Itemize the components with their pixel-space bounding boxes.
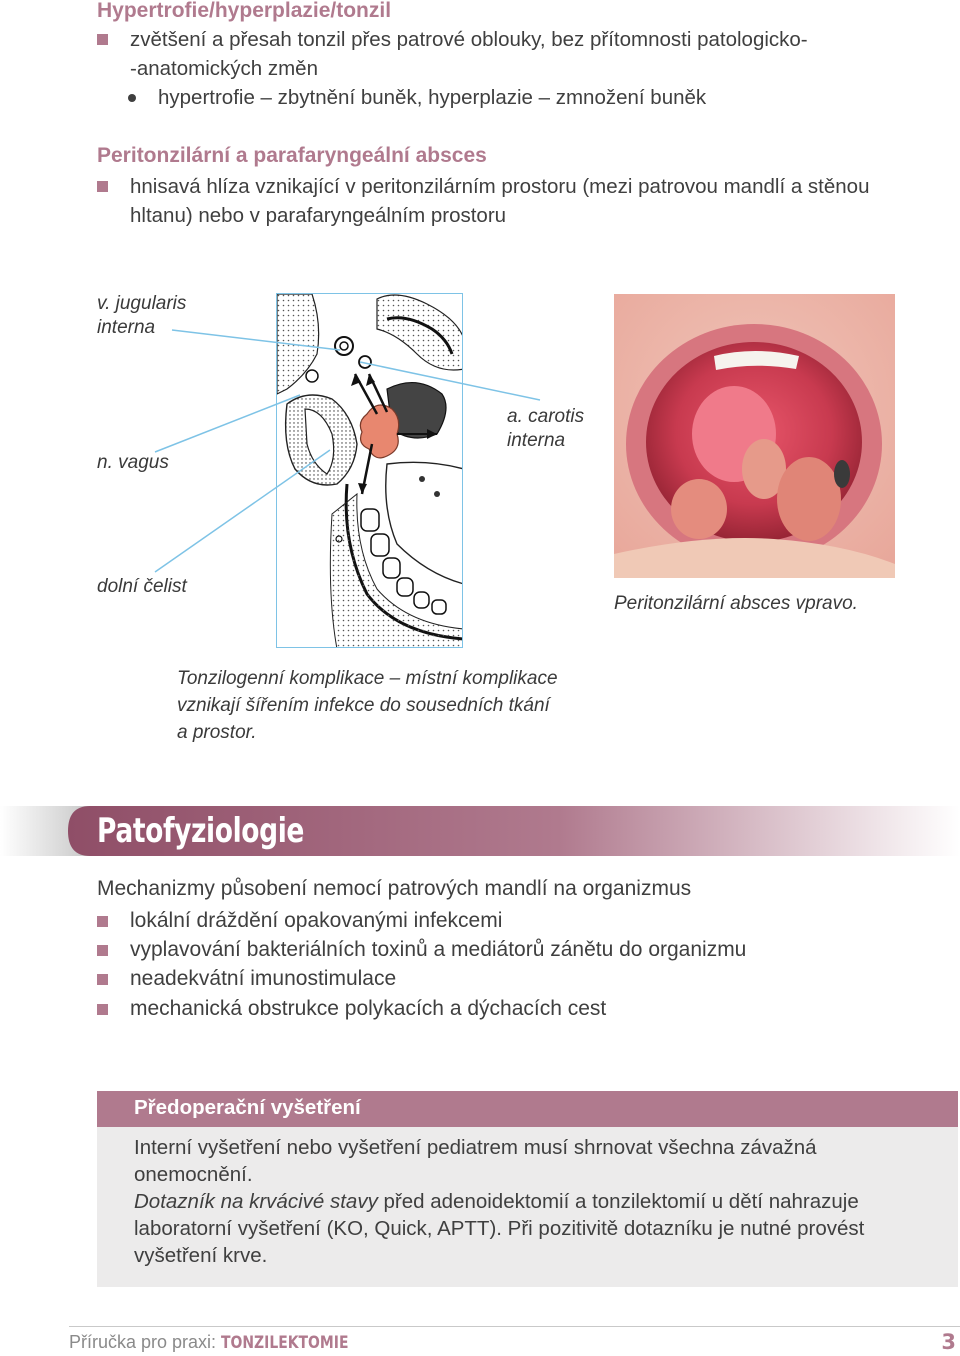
label-jugularis-line2: interna <box>97 317 156 338</box>
figure-caption-line3: a prostor. <box>177 722 257 743</box>
footer-book-title: TONZILEKTOMIE <box>221 1333 349 1353</box>
predoperacni-para1-line1: Interní vyšetření nebo vyšetření pediatrem musí shrnovat všechna závažná <box>134 1136 817 1159</box>
mouth-photo-drawing <box>614 294 895 578</box>
photo-caption: Peritonzilární absces vpravo. <box>614 593 858 614</box>
list-item: neadekvátní imunostimulace <box>130 967 397 990</box>
predoperacni-box-header <box>97 1091 958 1127</box>
section-title-absces: Peritonzilární a parafaryngeální absces <box>97 144 487 167</box>
predoperacni-para2-line1 <box>134 1188 944 1215</box>
dotaznik-italic: Dotazník na krvácivé stavy <box>134 1190 378 1213</box>
predoperacni-para2-line3: vyšetření krve. <box>134 1244 268 1267</box>
bullet-square-icon <box>97 916 108 927</box>
footer-prefix: Příručka pro praxi: <box>69 1332 222 1352</box>
label-carotis-line2: interna <box>507 430 566 451</box>
predoperacni-box <box>97 1091 958 1287</box>
predoperacni-para1-line2: onemocnění. <box>134 1163 253 1186</box>
footer-title <box>69 1332 377 1353</box>
sub-bullet-text: hypertrofie – zbytnění buněk, hyperplazie – zmnožení buněk <box>158 86 707 109</box>
bullet-square-icon <box>97 1004 108 1015</box>
section-title-hypertrofie: Hypertrofie/hyperplazie/tonzil <box>97 0 392 22</box>
section-heading-patofyziologie: Patofyziologie <box>97 811 305 851</box>
label-dolni-celist: dolní čelist <box>97 576 187 597</box>
abscess-photo <box>614 294 895 578</box>
label-carotis-line1: a. carotis <box>507 406 585 427</box>
predoperacni-title: Předoperační vyšetření <box>134 1096 361 1119</box>
predoperacni-text <box>134 1134 944 1269</box>
bullet-square-icon <box>97 974 108 985</box>
bullet-text: zvětšení a přesah tonzil přes patrové oblouky, bez přítomnosti patologicko- <box>130 28 808 51</box>
figure-caption-line2: vznikají šířením infekce do sousedních tkání <box>177 695 550 716</box>
label-jugularis-line1: v. jugularis <box>97 293 187 314</box>
list-item: lokální dráždění opakovanými infekcemi <box>130 909 503 932</box>
figure-caption <box>177 665 558 746</box>
predoperacni-para2-line2: laboratorní vyšetření (KO, Quick, APTT). Při pozitivitě dotazníku je nutné provést <box>134 1217 865 1240</box>
bullet-square-icon <box>97 945 108 956</box>
bullet-text-continued: -anatomických změn <box>130 57 318 80</box>
footer-divider <box>69 1326 960 1327</box>
bullet-text-continued: hltanu) nebo v parafaryngeálním prostoru <box>130 204 507 227</box>
predoperacni-para2-rest: před adenoidektomií a tonzilektomií u dětí nahrazuje <box>377 1190 859 1213</box>
list-item: mechanická obstrukce polykacích a dýchacích cest <box>130 997 607 1020</box>
bullet-text: hnisavá hlíza vznikající v peritonzilárním prostoru (mezi patrovou mandlí a stěnou <box>130 175 870 198</box>
list-item: vyplavování bakteriálních toxinů a mediátorů zánětu do organizmu <box>130 938 747 961</box>
label-vagus: n. vagus <box>97 452 169 473</box>
figure-caption-line1: Tonzilogenní komplikace – místní komplikace <box>177 668 558 689</box>
mechanizmy-intro: Mechanizmy působení nemocí patrových mandlí na organizmus <box>97 877 692 900</box>
page-number: 3 <box>941 1330 956 1354</box>
